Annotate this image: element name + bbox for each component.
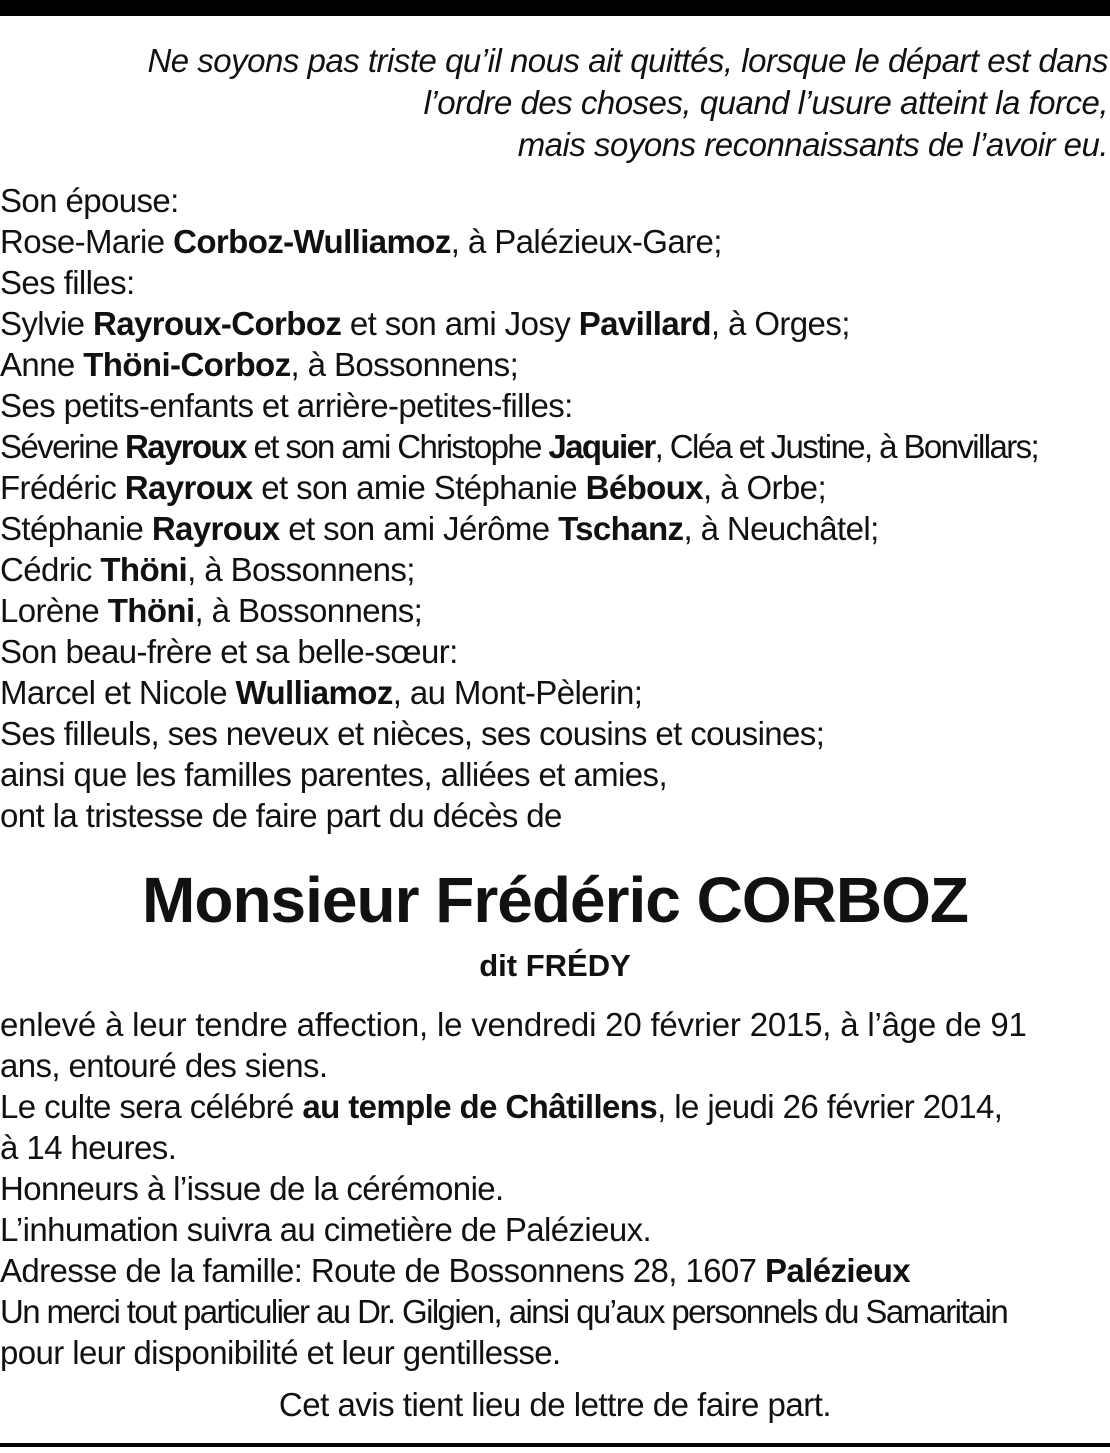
deceased-name: Monsieur Frédéric CORBOZ [142, 864, 968, 936]
surname: Corboz-Wulliamoz [173, 223, 451, 260]
surname: Pavillard [578, 305, 711, 342]
family-line: Ses filleuls, ses neveux et nièces, ses cousins et cousines; [0, 715, 825, 752]
epigraph-quote [0, 40, 1108, 166]
family-line: Séverine Rayroux et son ami Christophe Jaquier, Cléa et Justine, à Bonvillars; [0, 428, 1039, 465]
detail-line: L’inhumation suivra au cimetière de Palézieux. [0, 1211, 652, 1248]
family-line: Cédric Thöni, à Bossonnens; [0, 551, 415, 588]
family-list [0, 180, 1110, 836]
surname: Jaquier [548, 428, 655, 465]
quote-line: Ne soyons pas triste qu’il nous ait quittés, lorsque le départ est dans [147, 42, 1108, 79]
quote-line: l’ordre des choses, quand l’usure atteint la force, [423, 84, 1108, 121]
surname: Rayroux-Corboz [93, 305, 342, 342]
family-line: ainsi que les familles parentes, alliées et amies, [0, 756, 668, 793]
ceremony-location: au temple de Châtillens [302, 1088, 658, 1125]
detail-line: ans, entouré des siens. [0, 1047, 328, 1084]
closing-note: Cet avis tient lieu de lettre de faire part. [278, 1386, 832, 1423]
surname: Tschanz [558, 510, 684, 547]
top-rule [0, 0, 1110, 16]
surname: Thöni [100, 551, 188, 588]
family-line: Anne Thöni-Corboz, à Bossonnens; [0, 346, 519, 383]
family-line: Lorène Thöni, à Bossonnens; [0, 592, 423, 629]
family-line: Sylvie Rayroux-Corboz et son ami Josy Pavillard, à Orges; [0, 305, 850, 342]
detail-line: Adresse de la famille: Route de Bossonnens 28, 1607 Palézieux [0, 1252, 911, 1289]
family-line: Son beau-frère et sa belle-sœur: [0, 633, 458, 670]
family-town: Palézieux [764, 1252, 911, 1289]
surname: Rayroux [125, 428, 246, 465]
family-line: Ses filles: [0, 264, 135, 301]
announcement-details [0, 1004, 1110, 1373]
surname: Thöni-Corboz [83, 346, 291, 383]
detail-line: à 14 heures. [0, 1129, 177, 1166]
detail-line: pour leur disponibilité et leur gentillesse. [0, 1334, 561, 1371]
family-line: Rose-Marie Corboz-Wulliamoz, à Palézieux-Gare; [0, 223, 722, 260]
surname: Béboux [585, 469, 704, 506]
family-line: Frédéric Rayroux et son amie Stéphanie Béboux, à Orbe; [0, 469, 827, 506]
deceased-nickname: dit FRÉDY [479, 948, 631, 983]
detail-line: Honneurs à l’issue de la cérémonie. [0, 1170, 504, 1207]
surname: Wulliamoz [235, 674, 393, 711]
family-line: ont la tristesse de faire part du décès de [0, 797, 562, 834]
bottom-rule [0, 1443, 1110, 1447]
detail-line: Un merci tout particulier au Dr. Gilgien, ainsi qu’aux personnels du Samaritain [0, 1293, 1008, 1330]
family-line: Marcel et Nicole Wulliamoz, au Mont-Pèlerin; [0, 674, 643, 711]
detail-line: enlevé à leur tendre affection, le vendredi 20 février 2015, à l’âge de 91 [0, 1006, 1027, 1043]
family-line: Stéphanie Rayroux et son ami Jérôme Tschanz, à Neuchâtel; [0, 510, 879, 547]
family-line: Son épouse: [0, 182, 179, 219]
quote-line: mais soyons reconnaissants de l’avoir eu. [517, 126, 1108, 163]
surname: Rayroux [151, 510, 280, 547]
family-line: Ses petits-enfants et arrière-petites-filles: [0, 387, 573, 424]
detail-line: Le culte sera célébré au temple de Châtillens, le jeudi 26 février 2014, [0, 1088, 1003, 1125]
surname: Thöni [107, 592, 195, 629]
surname: Rayroux [124, 469, 253, 506]
